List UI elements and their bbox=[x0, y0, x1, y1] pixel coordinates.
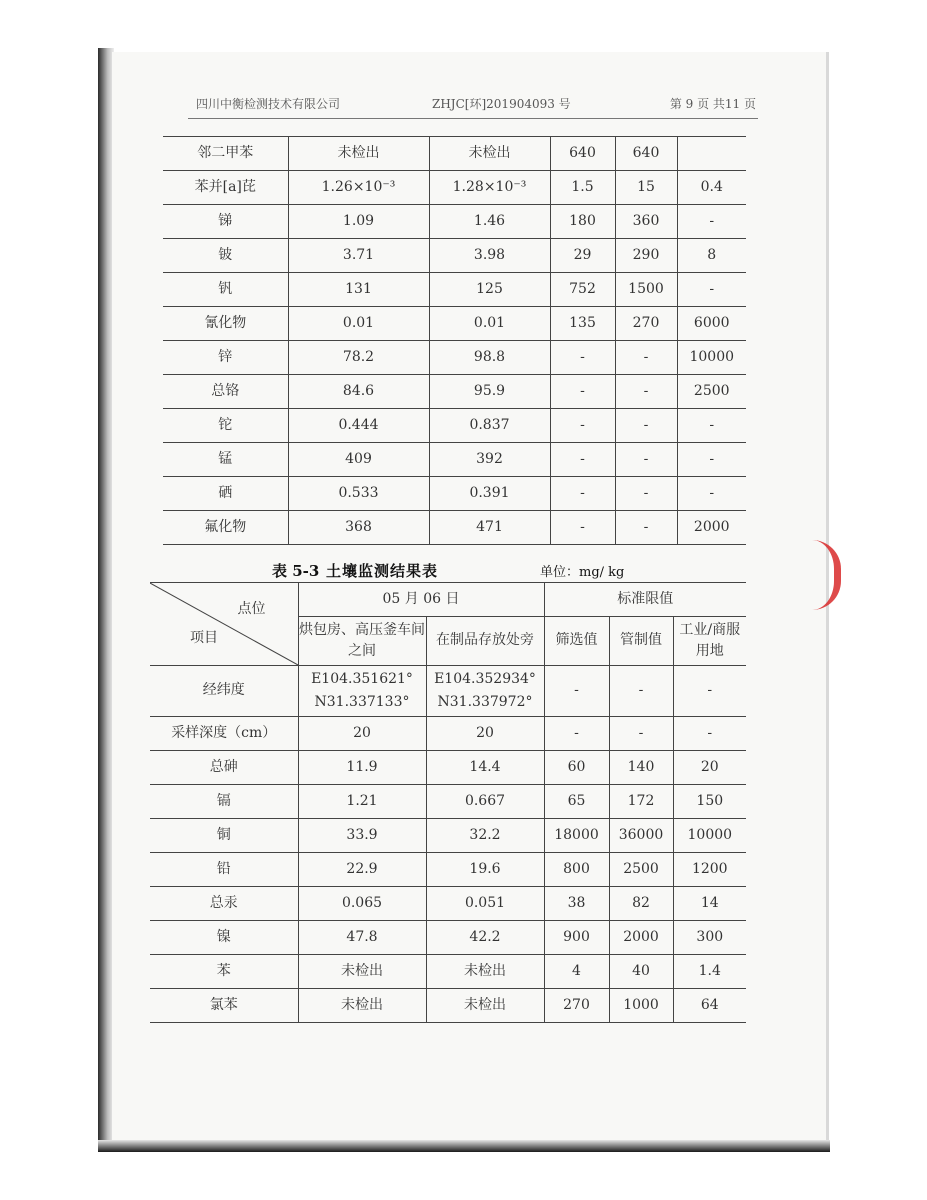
value-cell: - bbox=[550, 375, 615, 409]
value-cell: 360 bbox=[615, 205, 677, 239]
value-cell: - bbox=[609, 717, 673, 751]
item-name-cell: 苯并[a]芘 bbox=[163, 171, 288, 205]
value-cell: 60 bbox=[544, 751, 609, 785]
value-cell: 64 bbox=[673, 989, 746, 1023]
value-cell: 135 bbox=[550, 307, 615, 341]
value-cell: 392 bbox=[429, 443, 550, 477]
value-cell: 11.9 bbox=[298, 751, 426, 785]
value-cell: 未检出 bbox=[426, 989, 544, 1023]
table-row bbox=[163, 273, 746, 307]
value-cell: 14 bbox=[673, 887, 746, 921]
site2-header: 在制品存放处旁 bbox=[426, 617, 544, 666]
value-cell: 1500 bbox=[615, 273, 677, 307]
table-row bbox=[163, 205, 746, 239]
value-cell: 140 bbox=[609, 751, 673, 785]
value-cell: 368 bbox=[288, 511, 429, 545]
table-row bbox=[163, 171, 746, 205]
value-cell: 290 bbox=[615, 239, 677, 273]
table-row bbox=[150, 989, 746, 1023]
item-name-cell: 铜 bbox=[150, 819, 298, 853]
value-cell: 300 bbox=[673, 921, 746, 955]
value-cell: 0.667 bbox=[426, 785, 544, 819]
value-cell: - bbox=[550, 341, 615, 375]
control-value-header: 管制值 bbox=[609, 617, 673, 666]
item-name-cell: 硒 bbox=[163, 477, 288, 511]
table-row bbox=[150, 955, 746, 989]
site1-coordinates bbox=[298, 666, 426, 717]
value-cell: 未检出 bbox=[288, 137, 429, 171]
value-cell: - bbox=[673, 717, 746, 751]
value-cell: 未检出 bbox=[426, 955, 544, 989]
value-cell: 98.8 bbox=[429, 341, 550, 375]
header-report-number: ZHJC[环]201904093 号 bbox=[432, 97, 571, 111]
value-cell: 2000 bbox=[609, 921, 673, 955]
item-name-cell: 氟化物 bbox=[163, 511, 288, 545]
value-cell: 0.837 bbox=[429, 409, 550, 443]
corner-label-site: 点位 bbox=[237, 601, 266, 617]
table-row bbox=[163, 443, 746, 477]
previous-results-body bbox=[163, 137, 746, 545]
value-cell: 4 bbox=[544, 955, 609, 989]
value-cell: 65 bbox=[544, 785, 609, 819]
value-cell: 1000 bbox=[609, 989, 673, 1023]
value-cell: 20 bbox=[673, 751, 746, 785]
value-cell: 32.2 bbox=[426, 819, 544, 853]
item-name-cell: 氰化物 bbox=[163, 307, 288, 341]
value-cell: - bbox=[677, 273, 746, 307]
land-use-header: 工业/商服用地 bbox=[673, 617, 746, 666]
value-cell: 172 bbox=[609, 785, 673, 819]
site1-longitude: E104.351621° bbox=[311, 671, 413, 687]
value-cell: 47.8 bbox=[298, 921, 426, 955]
site1-latitude: N31.337133° bbox=[314, 693, 410, 710]
value-cell: 1.28×10⁻³ bbox=[429, 171, 550, 205]
value-cell: 1.46 bbox=[429, 205, 550, 239]
red-seal-edge bbox=[812, 540, 841, 610]
site1-header: 烘包房、高压釜车间之间 bbox=[298, 617, 426, 666]
diagonal-line bbox=[150, 583, 298, 665]
table-row bbox=[163, 375, 746, 409]
item-name-cell: 铊 bbox=[163, 409, 288, 443]
table-row bbox=[163, 511, 746, 545]
value-cell: 640 bbox=[615, 137, 677, 171]
coordinates-row bbox=[150, 666, 746, 717]
value-cell: 82 bbox=[609, 887, 673, 921]
value-cell: 125 bbox=[429, 273, 550, 307]
value-cell: - bbox=[544, 717, 609, 751]
site2-longitude: E104.352934° bbox=[434, 671, 536, 687]
value-cell: 900 bbox=[544, 921, 609, 955]
value-cell: 471 bbox=[429, 511, 550, 545]
value-cell: - bbox=[550, 511, 615, 545]
value-cell: 270 bbox=[615, 307, 677, 341]
value-cell: - bbox=[615, 443, 677, 477]
table-row bbox=[150, 751, 746, 785]
table-row bbox=[150, 819, 746, 853]
value-cell: 270 bbox=[544, 989, 609, 1023]
value-cell: 29 bbox=[550, 239, 615, 273]
item-name-cell: 铅 bbox=[150, 853, 298, 887]
site2-latitude: N31.337972° bbox=[437, 693, 533, 710]
table-unit: 单位：mg/ kg bbox=[540, 565, 625, 580]
header-company: 四川中衡检测技术有限公司 bbox=[196, 97, 341, 111]
header-page-number: 第 9 页 共11 页 bbox=[669, 97, 756, 111]
value-cell: 131 bbox=[288, 273, 429, 307]
value-cell: 1.4 bbox=[673, 955, 746, 989]
value-cell: 0.065 bbox=[298, 887, 426, 921]
value-cell: 1200 bbox=[673, 853, 746, 887]
coordinates-label: 经纬度 bbox=[150, 666, 298, 717]
value-cell: - bbox=[550, 477, 615, 511]
table-row bbox=[150, 853, 746, 887]
value-cell: 15 bbox=[615, 171, 677, 205]
value-cell: 14.4 bbox=[426, 751, 544, 785]
item-name-cell: 锌 bbox=[163, 341, 288, 375]
value-cell: - bbox=[550, 443, 615, 477]
table-title: 土壤监测结果表 bbox=[326, 562, 439, 580]
table-row bbox=[163, 409, 746, 443]
site2-coordinates bbox=[426, 666, 544, 717]
value-cell: 33.9 bbox=[298, 819, 426, 853]
item-name-cell: 总铬 bbox=[163, 375, 288, 409]
item-name-cell: 镉 bbox=[150, 785, 298, 819]
item-name-cell: 铍 bbox=[163, 239, 288, 273]
item-name-cell: 采样深度（cm） bbox=[150, 717, 298, 751]
value-cell: 42.2 bbox=[426, 921, 544, 955]
header-rule bbox=[188, 118, 758, 119]
item-name-cell: 总砷 bbox=[150, 751, 298, 785]
value-cell: 1.5 bbox=[550, 171, 615, 205]
value-cell: 2000 bbox=[677, 511, 746, 545]
value-cell: 0.051 bbox=[426, 887, 544, 921]
limit-header: 标准限值 bbox=[544, 583, 746, 617]
value-cell: 3.98 bbox=[429, 239, 550, 273]
table-row bbox=[150, 887, 746, 921]
value-cell: 640 bbox=[550, 137, 615, 171]
value-cell: 8 bbox=[677, 239, 746, 273]
value-cell: 36000 bbox=[609, 819, 673, 853]
item-name-cell: 苯 bbox=[150, 955, 298, 989]
table-row bbox=[163, 307, 746, 341]
value-cell: 0.444 bbox=[288, 409, 429, 443]
table-row bbox=[163, 477, 746, 511]
value-cell: 150 bbox=[673, 785, 746, 819]
value-cell: - bbox=[677, 409, 746, 443]
value-cell bbox=[677, 137, 746, 171]
item-name-cell: 氯苯 bbox=[150, 989, 298, 1023]
value-cell: 未检出 bbox=[298, 955, 426, 989]
soil-header-row-1 bbox=[150, 583, 746, 617]
scan-shadow-bottom bbox=[98, 1140, 830, 1152]
value-cell: - bbox=[677, 205, 746, 239]
value-cell: 0.4 bbox=[677, 171, 746, 205]
value-cell: 0.01 bbox=[288, 307, 429, 341]
item-name-cell: 镍 bbox=[150, 921, 298, 955]
value-cell: 1.26×10⁻³ bbox=[288, 171, 429, 205]
soil-results-table bbox=[150, 582, 746, 1023]
value-cell: - bbox=[615, 409, 677, 443]
corner-header-cell bbox=[150, 583, 298, 666]
page-header bbox=[196, 95, 756, 117]
table-row bbox=[163, 239, 746, 273]
table-caption bbox=[272, 560, 752, 582]
value-cell: 2500 bbox=[609, 853, 673, 887]
value-cell: 未检出 bbox=[429, 137, 550, 171]
corner-label-item: 项目 bbox=[190, 629, 218, 646]
value-cell: 20 bbox=[426, 717, 544, 751]
value-cell: - bbox=[615, 375, 677, 409]
coordinates-screen-limit: - bbox=[544, 666, 609, 717]
value-cell: 未检出 bbox=[298, 989, 426, 1023]
value-cell: 6000 bbox=[677, 307, 746, 341]
coordinates-control-limit: - bbox=[609, 666, 673, 717]
table-row bbox=[150, 785, 746, 819]
value-cell: 20 bbox=[298, 717, 426, 751]
value-cell: - bbox=[615, 477, 677, 511]
value-cell: 1.21 bbox=[298, 785, 426, 819]
value-cell: 18000 bbox=[544, 819, 609, 853]
item-name-cell: 钒 bbox=[163, 273, 288, 307]
value-cell: 38 bbox=[544, 887, 609, 921]
value-cell: 0.01 bbox=[429, 307, 550, 341]
table-number: 表 5-3 bbox=[272, 562, 320, 580]
value-cell: 40 bbox=[609, 955, 673, 989]
date-header: 05 月 06 日 bbox=[298, 583, 544, 617]
table-row bbox=[163, 341, 746, 375]
item-name-cell: 锑 bbox=[163, 205, 288, 239]
value-cell: 10000 bbox=[677, 341, 746, 375]
value-cell: - bbox=[677, 443, 746, 477]
value-cell: 0.391 bbox=[429, 477, 550, 511]
value-cell: 22.9 bbox=[298, 853, 426, 887]
value-cell: 2500 bbox=[677, 375, 746, 409]
screen-value-header: 筛选值 bbox=[544, 617, 609, 666]
value-cell: 800 bbox=[544, 853, 609, 887]
table-row bbox=[150, 921, 746, 955]
value-cell: 95.9 bbox=[429, 375, 550, 409]
value-cell: - bbox=[615, 341, 677, 375]
value-cell: 19.6 bbox=[426, 853, 544, 887]
item-name-cell: 总汞 bbox=[150, 887, 298, 921]
previous-results-table bbox=[163, 136, 746, 545]
value-cell: 3.71 bbox=[288, 239, 429, 273]
value-cell: 180 bbox=[550, 205, 615, 239]
table-row bbox=[150, 717, 746, 751]
value-cell: - bbox=[615, 511, 677, 545]
value-cell: 409 bbox=[288, 443, 429, 477]
value-cell: 78.2 bbox=[288, 341, 429, 375]
table-row bbox=[163, 137, 746, 171]
value-cell: 0.533 bbox=[288, 477, 429, 511]
value-cell: 10000 bbox=[673, 819, 746, 853]
value-cell: 1.09 bbox=[288, 205, 429, 239]
value-cell: - bbox=[550, 409, 615, 443]
item-name-cell: 锰 bbox=[163, 443, 288, 477]
value-cell: 752 bbox=[550, 273, 615, 307]
item-name-cell: 邻二甲苯 bbox=[163, 137, 288, 171]
coordinates-land-limit: - bbox=[673, 666, 746, 717]
value-cell: 84.6 bbox=[288, 375, 429, 409]
value-cell: - bbox=[677, 477, 746, 511]
